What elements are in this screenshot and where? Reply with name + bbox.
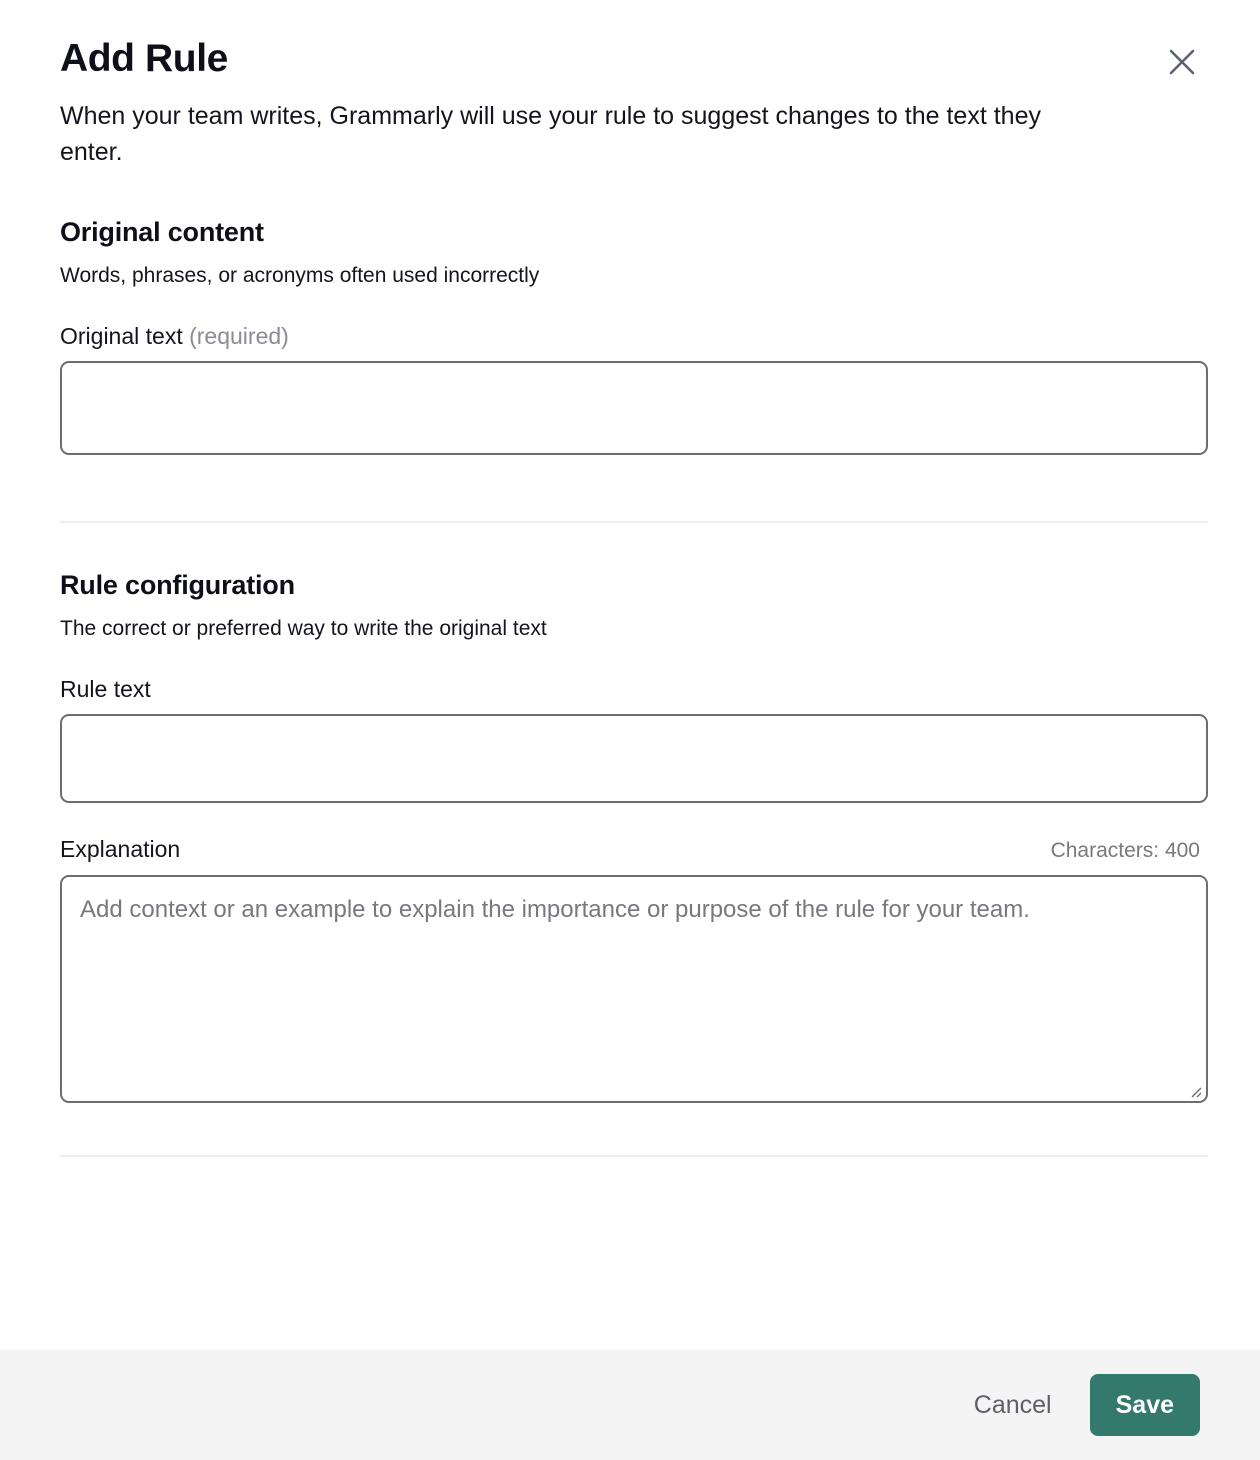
cancel-button[interactable]: Cancel <box>970 1381 1056 1430</box>
modal-header <box>60 0 1200 82</box>
label-original-text-text: Original text <box>60 323 183 349</box>
field-explanation <box>60 803 1200 1103</box>
section-title-original-content: Original content <box>60 217 264 247</box>
explanation-textarea[interactable] <box>60 875 1208 1103</box>
field-original-text <box>60 290 1200 455</box>
label-rule-text: Rule text <box>60 676 151 702</box>
section-subtitle-original-content: Words, phrases, or acronyms often used incorrectly <box>60 264 540 287</box>
save-button[interactable]: Save <box>1090 1374 1200 1436</box>
explanation-textarea-wrapper <box>60 875 1208 1103</box>
field-rule-text <box>60 643 1200 803</box>
rule-text-input[interactable] <box>60 714 1208 803</box>
explanation-character-counter: Characters: 400 <box>1050 839 1200 862</box>
field-label-row-rule-text <box>60 675 1200 714</box>
modal-description: When your team writes, Grammarly will use your rule to suggest changes to the text they enter. <box>60 102 1041 166</box>
original-text-input[interactable] <box>60 361 1208 455</box>
section-divider-bottom <box>60 1155 1208 1157</box>
section-original-content <box>60 170 1200 455</box>
modal-footer <box>0 1350 1260 1460</box>
field-label-row-explanation <box>60 835 1200 875</box>
page-title: Add Rule <box>60 37 228 80</box>
section-rule-configuration <box>60 523 1200 1103</box>
close-button[interactable] <box>1162 42 1202 82</box>
section-subtitle-rule-configuration: The correct or preferred way to write the original text <box>60 617 547 640</box>
field-label-row-original-text <box>60 322 1200 361</box>
label-original-text <box>60 322 289 350</box>
section-title-rule-configuration: Rule configuration <box>60 570 295 600</box>
label-explanation: Explanation <box>60 836 181 862</box>
close-icon <box>1166 46 1198 78</box>
label-original-text-required-hint: (required) <box>189 323 289 349</box>
